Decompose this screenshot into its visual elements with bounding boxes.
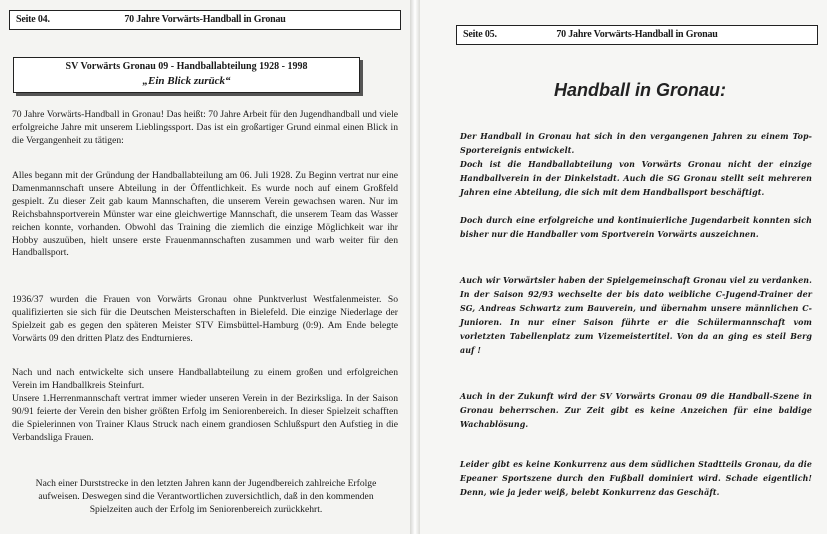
right-page-number: Seite 05. [463, 29, 497, 40]
right-page [420, 0, 827, 534]
left-paragraph-1936: 1936/37 wurden die Frauen von Vorwärts Gronau ohne Punktverlust Westfalenmeister. So qualifizierten sie sich für die Deutschen Meisterschaften in Bielefeld. Die einzige Niederlage der Spielzeit gab es gegen den späteren Meister STV Eimsbüttel-Hamburg (0:9). Am Ende belegte Vorwärts 09 den dritten Platz des Endturnieres. [12, 294, 398, 344]
chronik-title-box [13, 57, 360, 93]
book-gutter [410, 0, 420, 534]
right-paragraph-top-event: Der Handball in Gronau hat sich in den vergangenen Jahren zu einem Top-Sportereignis entwickelt. [460, 132, 812, 155]
right-page-title: Handball in Gronau: [553, 80, 726, 100]
left-paragraph-development: Nach und nach entwickelte sich unsere Handballabteilung zu einem großen und erfolgreichen Verein im Handballkreis Steinfurt. [12, 367, 398, 391]
left-header-title: 70 Jahre Vorwärts-Handball in Gronau [124, 14, 286, 25]
left-page-number: Seite 04. [16, 14, 50, 25]
left-paragraph-herren: Unsere 1.Herrenmannschaft vertrat immer wieder unseren Verein in der Bezirksliga. In der Saison 90/91 feierte der Verein den bisher größten Erfolg im Seniorenbereich. In dieser Spielzeit schafften die Spielerinnen von Trainer Klaus Struck nach einem grandiosen Schlußspurt den Aufstieg in die Verbandsliga Frauen. [12, 393, 398, 443]
right-page-header [456, 25, 818, 45]
left-paragraph-intro: 70 Jahre Vorwärts-Handball in Gronau! Das heißt: 70 Jahre Arbeit für den Jugendhandball und viele erfolgreiche Jahre mit unserem Lieblingssport. Das ist ein großartiger Grund einmal einen Blick in die Vergangenheit zu tätigen: [12, 109, 398, 146]
right-paragraph-sg-gronau: Doch ist die Handballabteilung von Vorwärts Gronau nicht der einzige Handballverein in der Dinkelstadt. Auch die SG Gronau stellt seit mehreren Jahren eine Abteilung, die sich mit dem Handballsport beschäftigt. [460, 160, 812, 197]
right-header-title: 70 Jahre Vorwärts-Handball in Gronau [556, 29, 718, 40]
right-paragraph-spielgemeinschaft: Auch wir Vorwärtsler haben der Spielgemeinschaft Gronau viel zu verdanken. In der Saison 92/93 wechselte der bis dato weibliche C-Jugend-Trainer der SG, Andreas Schwartz zum Bauverein, und übernahm unsere männlichen C-Junioren. In nur einer Saison führte er die Schülermannschaft vom vorletzten Tabellenplatz zum Vizemeistertitel. Von da an ging es steil Berg auf ! [460, 276, 812, 355]
left-page-header [9, 10, 401, 30]
right-paragraph-konkurrenz: Leider gibt es keine Konkurrenz aus dem südlichen Stadtteils Gronau, da die Epeaner Sportszene durch den Fußball dominiert wird. Schade eigentlich! Denn, wie ja jeder weiß, belebt Konkurrenz das Geschäft. [460, 460, 812, 497]
right-paragraph-jugendarbeit: Doch durch eine erfolgreiche und kontinuierliche Jugendarbeit konnten sich bisher nur die Handballer vom Sportverein Vorwärts auszeichnen. [460, 216, 812, 239]
left-paragraph-founding: Alles begann mit der Gründung der Handballabteilung am 06. Juli 1928. Zu Beginn vertrat nur eine Damenmannschaft unsere Abteilung in der Öffentlichkeit. Es wurde noch auf einem Großfeld gespielt. Zu dieser Zeit gab kaum Mannschaften, die unserem Verein gewachsen waren. Nur im Reichsbahnsportverein Münster war eine gleichwertige Mannschaft, die unserem Team das Wasser reichen konnte, vorhanden. Obwohl das Training die ziemlich die einzige Möglichkeit war ihr Hobby auszuüben, hielt unsere erste Frauenmannschaften zusammen und warb weiter für den Handballsport. [12, 170, 398, 259]
chronik-subtitle: „Ein Blick zurück“ [142, 75, 231, 87]
right-paragraph-zukunft: Auch in der Zukunft wird der SV Vorwärts Gronau 09 die Handball-Szene in Gronau beherrschen. Zur Zeit gibt es keine Anzeichen für eine baldige Wachablösung. [460, 392, 812, 429]
chronik-title: SV Vorwärts Gronau 09 - Handballabteilung 1928 - 1998 [65, 61, 308, 72]
left-page [0, 0, 410, 534]
left-paragraph-outlook: Nach einer Durststrecke in den letzten Jahren kann der Jugendbereich zahlreiche Erfolge aufweisen. Deswegen sind die Verantwortlichen zuversichtlich, daß in den kommenden Spielzeiten auch der Erfolg im Seniorenbereich zurückkehrt. [35, 478, 377, 515]
